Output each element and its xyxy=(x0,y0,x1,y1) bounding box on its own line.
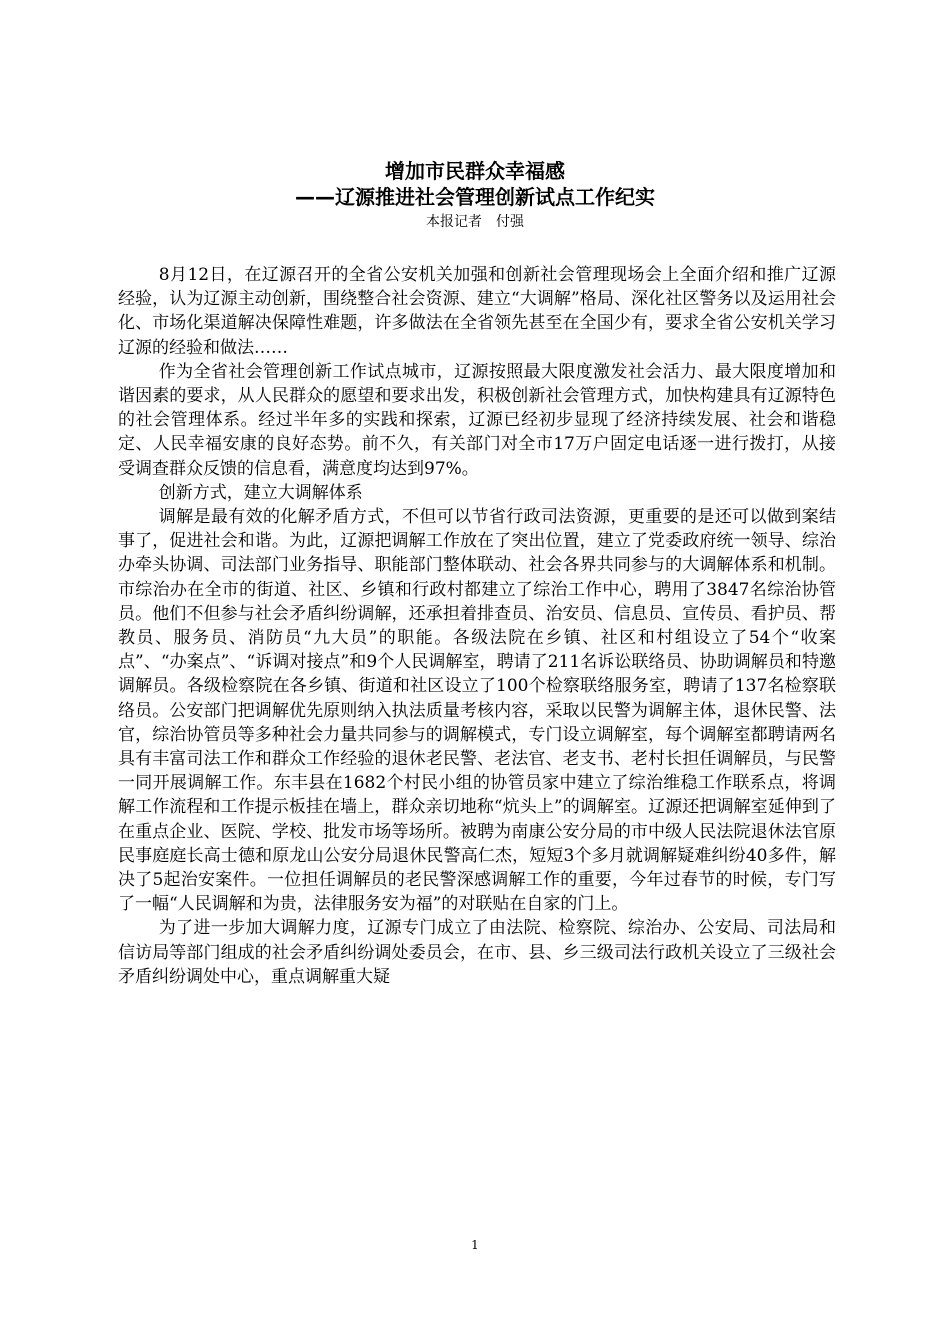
paragraph: 8月12日，在辽源召开的全省公安机关加强和创新社会管理现场会上全面介绍和推广辽源经验，认为辽源主动创新，围绕整合社会资源、建立“大调解”格局、深化社区警务以及运用社会化、市场化渠道解决保障性难题，许多做法在全省领先甚至在全国少有，要求全省公安机关学习辽源的经验和做法…… xyxy=(118,265,836,358)
page-number: 1 xyxy=(471,1238,479,1252)
article-byline: 本报记者 付强 xyxy=(426,214,524,230)
article-body xyxy=(118,263,836,989)
article-subtitle: ——辽源推进社会管理创新试点工作纪实 xyxy=(295,185,655,209)
paragraph: 作为全省社会管理创新工作试点城市，辽源按照最大限度激发社会活力、最大限度增加和谐因素的要求，从人民群众的愿望和要求出发，积极创新社会管理方式，加快构建具有辽源特色的社会管理体系。经过半年多的实践和探索，辽源已经初步显现了经济持续发展、社会和谐稳定、人民幸福安康的良好态势。前不久，有关部门对全市17万户固定电话逐一进行拨打，从接受调查群众反馈的信息看，满意度均达到97%。 xyxy=(118,361,836,479)
section-heading: 创新方式，建立大调解体系 xyxy=(158,482,363,503)
paragraph: 调解是最有效的化解矛盾方式，不但可以节省行政司法资源，更重要的是还可以做到案结事了，促进社会和谐。为此，辽源把调解工作放在了突出位置，建立了党委政府统一领导、综治办牵头协调、司法部门业务指导、职能部门整体联动、社会各界共同参与的大调解体系和机制。市综治办在全市的街道、社区、乡镇和行政村都建立了综治工作中心，聘用了3847名综治协管员。他们不但参与社会矛盾纠纷调解，还承担着排查员、治安员、信息员、宣传员、看护员、帮教员、服务员、消防员“九大员”的职能。各级法院在乡镇、社区和村组设立了54个“收案点”、“办案点”、“诉调对接点”和9个人民调解室，聘请了211名诉讼联络员、协助调解员和特邀调解员。各级检察院在各乡镇、街道和社区设立了100个检察联络服务室，聘请了137名检察联络员。公安部门把调解优先原则纳入执法质量考核内容，采取以民警为调解主体，退休民警、法官，综治协管员等多种社会力量共同参与的调解模式，专门设立调解室，每个调解室都聘请两名具有丰富司法工作和群众工作经验的退休老民警、老法官、老支书、老村长担任调解员，与民警一同开展调解工作。东丰县在1682个村民小组的协管员家中建立了综治维稳工作联系点，将调解工作流程和工作提示板挂在墙上，群众亲切地称“炕头上”的调解室。辽源还把调解室延伸到了在重点企业、医院、学校、批发市场等场所。被聘为南康公安分局的市中级人民法院退休法官原民事庭庭长高士德和原龙山公安分局退休民警高仁杰，短短3个多月就调解疑难纠纷40多件，解决了5起治安案件。一位担任调解员的老民警深感调解工作的重要，今年过春节的时候，专门写了一幅“人民调解和为贵，法律服务安为福”的对联贴在自家的门上。 xyxy=(118,507,836,915)
article-header xyxy=(0,158,950,232)
paragraph: 为了进一步加大调解力度，辽源专门成立了由法院、检察院、综治办、公安局、司法局和信访局等部门组成的社会矛盾纠纷调处委员会，在市、县、乡三级司法行政机关设立了三级社会矛盾纠纷调处中心，重点调解重大疑 xyxy=(118,918,836,987)
article-title: 增加市民群众幸福感 xyxy=(385,159,565,183)
